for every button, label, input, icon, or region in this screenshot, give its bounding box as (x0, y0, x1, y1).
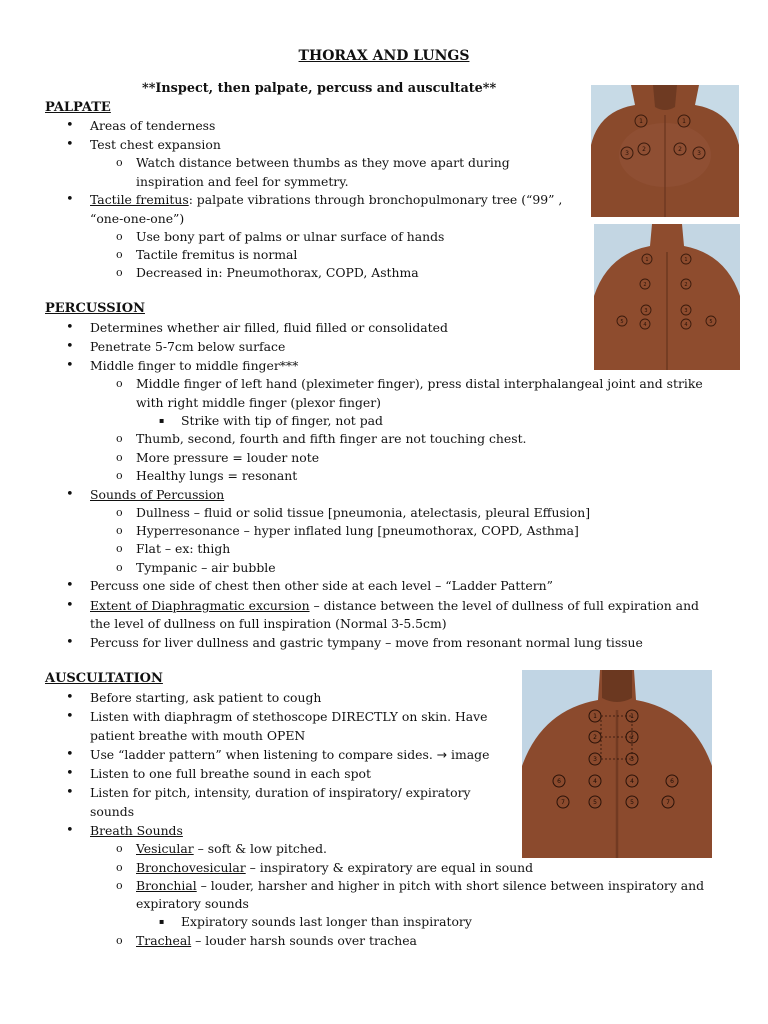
auscultation-line-text: – louder, harsher and higher in pitch with short silence between inspiratory and (196, 878, 705, 893)
back-upper-label: 3 (644, 308, 648, 314)
auscultation-line (136, 877, 704, 895)
percussion-line: Dullness – fluid or solid tissue [pneumonia, atelectasis, pleural Effusion] (136, 505, 591, 520)
palpate-line (90, 191, 562, 209)
bullet-circle: o (116, 934, 123, 947)
auscultation-line: Expiratory sounds last longer than inspiratory (181, 914, 472, 929)
percussion-line: Percuss one side of chest then other side at each level – “Ladder Pattern” (90, 578, 553, 593)
palpate-line: Decreased in: Pneumothorax, COPD, Asthma (136, 265, 419, 280)
bullet-disc: • (66, 137, 74, 152)
front-label: 3 (625, 150, 629, 157)
term-bronchovesicular: Bronchovesicular (136, 860, 246, 875)
term-bronchial: Bronchial (136, 878, 197, 893)
back-lower-label: 3 (630, 756, 634, 763)
back-upper-label: 4 (643, 322, 647, 328)
percussion-line: Determines whether air filled, fluid filled or consolidated (90, 320, 448, 335)
bullet-disc: • (66, 358, 74, 373)
palpate-line: Test chest expansion (90, 137, 221, 152)
bullet-square: ▪ (159, 917, 165, 926)
front-label: 2 (678, 146, 682, 153)
auscultation-line: patient breathe with mouth OPEN (90, 728, 306, 743)
percussion-line: Flat – ex: thigh (136, 541, 231, 556)
back-lower-label: 4 (593, 778, 597, 785)
auscultation-line-tail: image (447, 747, 490, 762)
percussion-line: Strike with tip of finger, not pad (181, 413, 383, 428)
palpate-line-text: : palpate vibrations through bronchopulmonary tree (“99” , (188, 192, 563, 207)
bullet-disc: • (66, 118, 74, 133)
front-label: 3 (697, 150, 701, 157)
back-lower-label: 1 (593, 713, 597, 720)
bullet-disc: • (66, 487, 74, 502)
term-vesicular: Vesicular (136, 841, 194, 856)
back-lower-label: 5 (593, 799, 597, 806)
percussion-line: Healthy lungs = resonant (136, 468, 298, 483)
percussion-line: Middle finger to middle finger*** (90, 358, 299, 373)
auscultation-line (136, 840, 327, 858)
percussion-line: Thumb, second, fourth and fifth finger are not touching chest. (136, 431, 527, 446)
back-upper-label: 3 (684, 308, 688, 314)
palpate-line: “one-one-one”) (90, 211, 185, 226)
back-upper-label: 1 (645, 257, 649, 263)
bullet-circle: o (116, 861, 123, 874)
bullet-disc: • (66, 578, 74, 593)
term-diaphragmatic-excursion: Extent of Diaphragmatic excursion (90, 598, 310, 613)
bullet-disc: • (66, 598, 74, 613)
bullet-circle: o (116, 230, 123, 243)
bullet-disc: • (66, 766, 74, 781)
percussion-line (90, 597, 699, 615)
percussion-line: Tympanic – air bubble (136, 560, 276, 575)
back-upper-label: 4 (684, 322, 688, 328)
percussion-subheading: Sounds of Percussion (90, 487, 225, 502)
bullet-disc: • (66, 785, 74, 800)
auscultation-line (90, 746, 489, 764)
front-label: 1 (639, 118, 643, 125)
bullet-disc: • (66, 192, 74, 207)
back-lower-label: 3 (593, 756, 597, 763)
bullet-circle: o (116, 266, 123, 279)
arrow-right-icon: → (436, 747, 448, 762)
percussion-line: Hyperresonance – hyper inflated lung [pneumothorax, COPD, Asthma] (136, 523, 579, 538)
back-lower-label: 6 (670, 778, 674, 785)
bullet-disc: • (66, 339, 74, 354)
auscultation-line (136, 932, 417, 950)
term-tracheal: Tracheal (136, 933, 192, 948)
front-label: 1 (682, 118, 686, 125)
auscultation-heading: AUSCULTATION (45, 671, 163, 686)
back-lower-label: 7 (561, 799, 565, 806)
back-upper-label: 5 (709, 319, 713, 325)
percussion-line: with right middle finger (plexor finger) (136, 395, 381, 410)
back-lower-label: 5 (630, 799, 634, 806)
percussion-line: Percuss for liver dullness and gastric tympany – move from resonant normal lung tissue (90, 635, 643, 650)
bullet-disc: • (66, 709, 74, 724)
palpate-heading: PALPATE (45, 100, 111, 115)
bullet-disc: • (66, 823, 74, 838)
bullet-circle: o (116, 377, 123, 390)
auscultation-line: Listen with diaphragm of stethoscope DIRECTLY on skin. Have (90, 709, 488, 724)
auscultation-line: Listen to one full breathe sound in each spot (90, 766, 371, 781)
page-title: THORAX AND LUNGS (298, 48, 470, 64)
auscultation-line: Before starting, ask patient to cough (90, 690, 322, 705)
auscultation-line-text: Use “ladder pattern” when listening to compare sides. (90, 747, 433, 762)
palpate-line: Areas of tenderness (90, 118, 216, 133)
bullet-disc: • (66, 747, 74, 762)
bullet-circle: o (116, 506, 123, 519)
page-subtitle: **Inspect, then palpate, percuss and auscultate** (142, 81, 497, 96)
auscultation-line-text: – soft & low pitched. (193, 841, 327, 856)
bullet-circle: o (116, 524, 123, 537)
percussion-heading: PERCUSSION (45, 301, 145, 316)
back-upper-label: 2 (643, 282, 647, 288)
bullet-circle: o (116, 542, 123, 555)
bullet-disc: • (66, 690, 74, 705)
back-lower-label: 1 (630, 713, 634, 720)
front-label: 2 (642, 146, 646, 153)
percussion-line: Penetrate 5-7cm below surface (90, 339, 286, 354)
bullet-circle: o (116, 879, 123, 892)
percussion-line-text: – distance between the level of dullness of full expiration and (309, 598, 699, 613)
bullet-circle: o (116, 432, 123, 445)
auscultation-line: Listen for pitch, intensity, duration of inspiratory/ expiratory (90, 785, 471, 800)
bullet-circle: o (116, 469, 123, 482)
auscultation-line: expiratory sounds (136, 896, 249, 911)
auscultation-line-text: – inspiratory & expiratory are equal in sound (245, 860, 534, 875)
back-lower-label: 6 (557, 778, 561, 785)
back-lower-label: 2 (630, 734, 634, 741)
bullet-circle: o (116, 248, 123, 261)
bullet-circle: o (116, 842, 123, 855)
bullet-disc: • (66, 635, 74, 650)
palpate-line: Watch distance between thumbs as they move apart during (136, 155, 510, 170)
bullet-square: ▪ (159, 416, 165, 425)
posterior-chest-photo (594, 224, 740, 370)
bullet-circle: o (116, 451, 123, 464)
auscultation-subheading: Breath Sounds (90, 823, 183, 838)
back-lower-label: 4 (630, 778, 634, 785)
bullet-circle: o (116, 561, 123, 574)
palpate-line: Tactile fremitus is normal (136, 247, 298, 262)
bullet-disc: • (66, 320, 74, 335)
auscultation-ladder-photo (522, 670, 712, 858)
auscultation-line: sounds (90, 804, 135, 819)
auscultation-line-text: – louder harsh sounds over trachea (191, 933, 417, 948)
palpate-line: inspiration and feel for symmetry. (136, 174, 349, 189)
term-tactile-fremitus: Tactile fremitus (90, 192, 189, 207)
back-lower-label: 2 (593, 734, 597, 741)
percussion-line: Middle finger of left hand (pleximeter finger), press distal interphalangeal joint and strike (136, 376, 703, 391)
palpate-line: Use bony part of palms or ulnar surface of hands (136, 229, 445, 244)
back-lower-label: 7 (666, 799, 670, 806)
anterior-chest-photo (591, 85, 739, 217)
percussion-line: the level of dullness on full inspiration (Normal 3-5.5cm) (90, 616, 447, 631)
back-upper-label: 2 (684, 282, 688, 288)
back-upper-label: 1 (684, 257, 688, 263)
percussion-line: More pressure = louder note (136, 450, 320, 465)
bullet-circle: o (116, 156, 123, 169)
auscultation-line (136, 859, 533, 877)
back-upper-label: 5 (620, 319, 624, 325)
